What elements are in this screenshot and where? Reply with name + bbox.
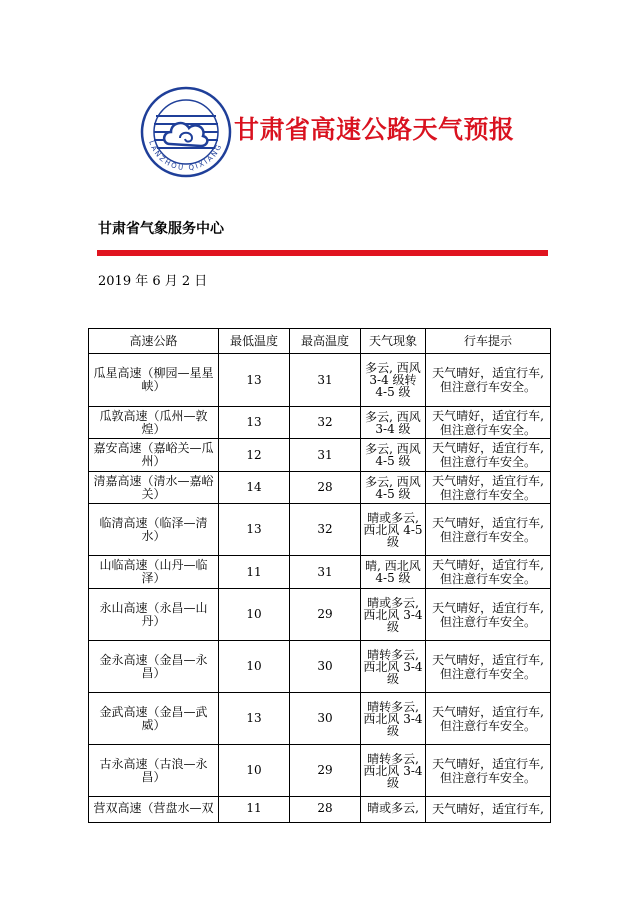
cell-weather: 晴或多云, 西北风 4-5 级 xyxy=(361,504,426,556)
cell-tip: 天气晴好，适宜行车, 但注意行车安全。 xyxy=(426,439,551,472)
title-divider xyxy=(97,250,548,256)
table-row xyxy=(89,472,551,504)
table-row xyxy=(89,504,551,556)
cell-max-temp: 32 xyxy=(290,407,361,439)
col-header-road: 高速公路 xyxy=(89,329,219,354)
cell-road: 瓜星高速（柳园—星星峡） xyxy=(89,354,219,407)
cell-tip: 天气晴好，适宜行车, 但注意行车安全。 xyxy=(426,504,551,556)
cell-tip: 天气晴好，适宜行车, 但注意行车安全。 xyxy=(426,354,551,407)
cell-road: 嘉安高速（嘉峪关—瓜州） xyxy=(89,439,219,472)
page-title: 甘肃省高速公路天气预报 xyxy=(234,115,515,144)
cell-min-temp: 11 xyxy=(219,556,290,589)
table-row xyxy=(89,439,551,472)
cell-weather: 多云, 西风 4-5 级 xyxy=(361,472,426,504)
cell-weather: 晴, 西北风 4-5 级 xyxy=(361,556,426,589)
table-header-row xyxy=(89,329,551,354)
cell-weather: 晴转多云, 西北风 3-4 级 xyxy=(361,641,426,693)
cell-max-temp: 31 xyxy=(290,439,361,472)
logo-ring-text: LANZHOU QIXIANG xyxy=(147,139,224,173)
table-row xyxy=(89,693,551,745)
cell-road: 瓜敦高速（瓜州—敦煌） xyxy=(89,407,219,439)
col-header-weather: 天气现象 xyxy=(361,329,426,354)
cell-road: 金永高速（金昌—永昌） xyxy=(89,641,219,693)
cell-road: 营双高速（营盘水—双 xyxy=(89,797,219,823)
table-row xyxy=(89,556,551,589)
cell-max-temp: 31 xyxy=(290,354,361,407)
cell-min-temp: 13 xyxy=(219,504,290,556)
cell-min-temp: 10 xyxy=(219,745,290,797)
issuer-name: 甘肃省气象服务中心 xyxy=(98,221,224,237)
cell-road: 古永高速（古浪—永昌） xyxy=(89,745,219,797)
cell-road: 临清高速（临泽—清水） xyxy=(89,504,219,556)
cell-max-temp: 31 xyxy=(290,556,361,589)
cell-max-temp: 29 xyxy=(290,589,361,641)
cell-max-temp: 28 xyxy=(290,797,361,823)
cell-max-temp: 32 xyxy=(290,504,361,556)
cell-tip: 天气晴好，适宜行车, 但注意行车安全。 xyxy=(426,407,551,439)
cell-road: 永山高速（永昌—山丹） xyxy=(89,589,219,641)
cell-weather: 晴或多云, 西北风 3-4 级 xyxy=(361,589,426,641)
table-row xyxy=(89,797,551,823)
cell-road: 清嘉高速（清水—嘉峪关） xyxy=(89,472,219,504)
table-row xyxy=(89,589,551,641)
cell-weather: 晴或多云, xyxy=(361,797,426,823)
cell-tip: 天气晴好，适宜行车, 但注意行车安全。 xyxy=(426,641,551,693)
table-row xyxy=(89,354,551,407)
meteorological-bureau-logo xyxy=(140,86,232,178)
cell-min-temp: 13 xyxy=(219,407,290,439)
cell-min-temp: 10 xyxy=(219,641,290,693)
col-header-max-temp: 最高温度 xyxy=(290,329,361,354)
cell-max-temp: 29 xyxy=(290,745,361,797)
cell-min-temp: 14 xyxy=(219,472,290,504)
cell-road: 金武高速（金昌—武威） xyxy=(89,693,219,745)
table-row xyxy=(89,407,551,439)
cell-weather: 多云, 西风 3-4 级 xyxy=(361,407,426,439)
col-header-tip: 行车提示 xyxy=(426,329,551,354)
cell-weather: 多云, 西风 4-5 级 xyxy=(361,439,426,472)
cell-tip: 天气晴好，适宜行车, 但注意行车安全。 xyxy=(426,693,551,745)
cell-tip: 天气晴好，适宜行车, xyxy=(426,797,551,823)
table-row xyxy=(89,745,551,797)
cell-tip: 天气晴好，适宜行车, 但注意行车安全。 xyxy=(426,589,551,641)
cell-tip: 天气晴好，适宜行车, 但注意行车安全。 xyxy=(426,472,551,504)
issue-date: 2019 年 6 月 2 日 xyxy=(98,274,208,289)
forecast-table xyxy=(88,328,551,823)
cell-max-temp: 28 xyxy=(290,472,361,504)
cell-tip: 天气晴好，适宜行车, 但注意行车安全。 xyxy=(426,556,551,589)
col-header-min-temp: 最低温度 xyxy=(219,329,290,354)
cell-weather: 多云, 西风 3-4 级转 4-5 级 xyxy=(361,354,426,407)
cell-weather: 晴转多云, 西北风 3-4 级 xyxy=(361,693,426,745)
cell-road: 山临高速（山丹—临泽） xyxy=(89,556,219,589)
cell-min-temp: 10 xyxy=(219,589,290,641)
cell-min-temp: 13 xyxy=(219,354,290,407)
cell-max-temp: 30 xyxy=(290,641,361,693)
cell-max-temp: 30 xyxy=(290,693,361,745)
cell-min-temp: 12 xyxy=(219,439,290,472)
cell-weather: 晴转多云, 西北风 3-4 级 xyxy=(361,745,426,797)
cell-tip: 天气晴好，适宜行车, 但注意行车安全。 xyxy=(426,745,551,797)
cell-min-temp: 11 xyxy=(219,797,290,823)
cell-min-temp: 13 xyxy=(219,693,290,745)
table-row xyxy=(89,641,551,693)
